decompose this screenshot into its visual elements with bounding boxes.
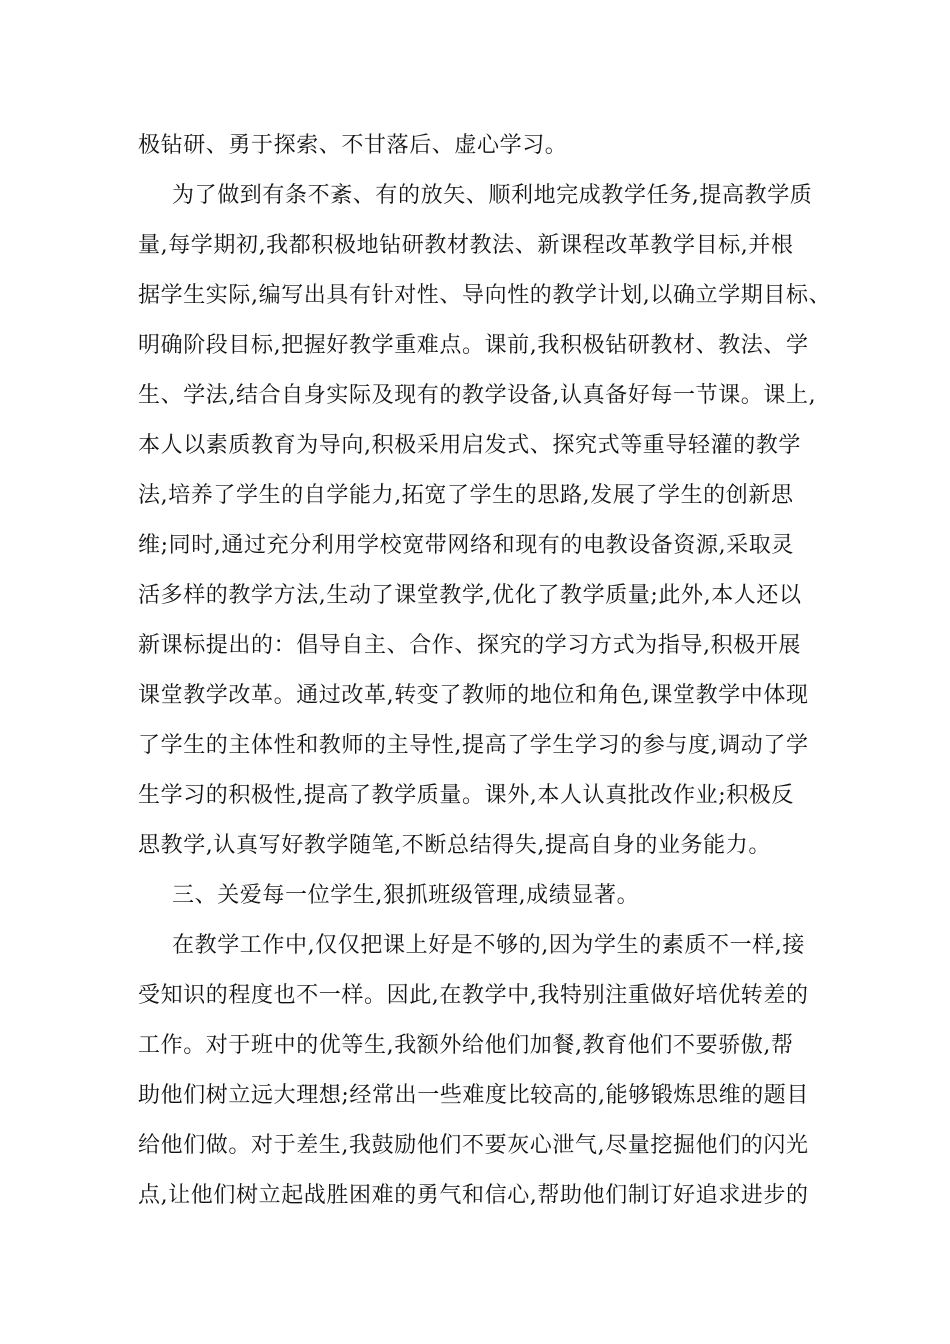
text-line: 维;同时,通过充分利用学校宽带网络和现有的电教设备资源,采取灵 (138, 533, 795, 558)
text-line: 生、学法,结合自身实际及现有的教学设备,认真备好每一节课。课上, (138, 383, 817, 408)
text-line: 思教学,认真写好教学随笔,不断总结得失,提高自身的业务能力。 (138, 833, 771, 858)
text-line: 据学生实际,编写出具有针对性、导向性的教学计划,以确立学期目标、 (138, 283, 832, 308)
text-line: 了学生的主体性和教师的主导性,提高了学生学习的参与度,调动了学 (138, 733, 809, 758)
text-line: 极钻研、勇于探索、不甘落后、虚心学习。 (138, 133, 568, 158)
text-line: 量,每学期初,我都积极地钻研教材教法、新课程改革教学目标,并根 (138, 233, 794, 258)
section-heading: 三、关爱每一位学生,狠抓班级管理,成绩显著。 (172, 883, 640, 908)
text-line: 本人以素质教育为导向,积极采用启发式、探究式等重导轻灌的教学 (138, 433, 801, 458)
text-line: 法,培养了学生的自学能力,拓宽了学生的思路,发展了学生的创新思 (138, 483, 794, 508)
text-line: 生学习的积极性,提高了教学质量。课外,本人认真批改作业;积极反 (138, 783, 795, 808)
text-line: 课堂教学改革。通过改革,转变了教师的地位和角色,课堂教学中体现 (138, 683, 809, 708)
paragraph-start: 为了做到有条不紊、有的放矢、顺利地完成教学任务,提高教学质 (172, 183, 813, 208)
text-line: 助他们树立远大理想;经常出一些难度比较高的,能够锻炼思维的题目 (138, 1083, 810, 1108)
paragraph-start: 在教学工作中,仅仅把课上好是不够的,因为学生的素质不一样,接 (172, 933, 805, 958)
text-line: 受知识的程度也不一样。因此,在教学中,我特别注重做好培优转差的 (138, 983, 809, 1008)
text-line: 给他们做。对于差生,我鼓励他们不要灰心泄气,尽量挖掘他们的闪光 (138, 1133, 809, 1158)
text-line: 新课标提出的：倡导自主、合作、探究的学习方式为指导,积极开展 (138, 633, 801, 658)
text-line: 活多样的教学方法,生动了课堂教学,优化了教学质量;此外,本人还以 (138, 583, 802, 608)
text-line: 工作。对于班中的优等生,我额外给他们加餐,教育他们不要骄傲,帮 (138, 1033, 794, 1058)
text-line: 明确阶段目标,把握好教学重难点。课前,我积极钻研教材、教法、学 (138, 333, 809, 358)
text-line: 点,让他们树立起战胜困难的勇气和信心,帮助他们制订好追求进步的 (138, 1183, 809, 1208)
